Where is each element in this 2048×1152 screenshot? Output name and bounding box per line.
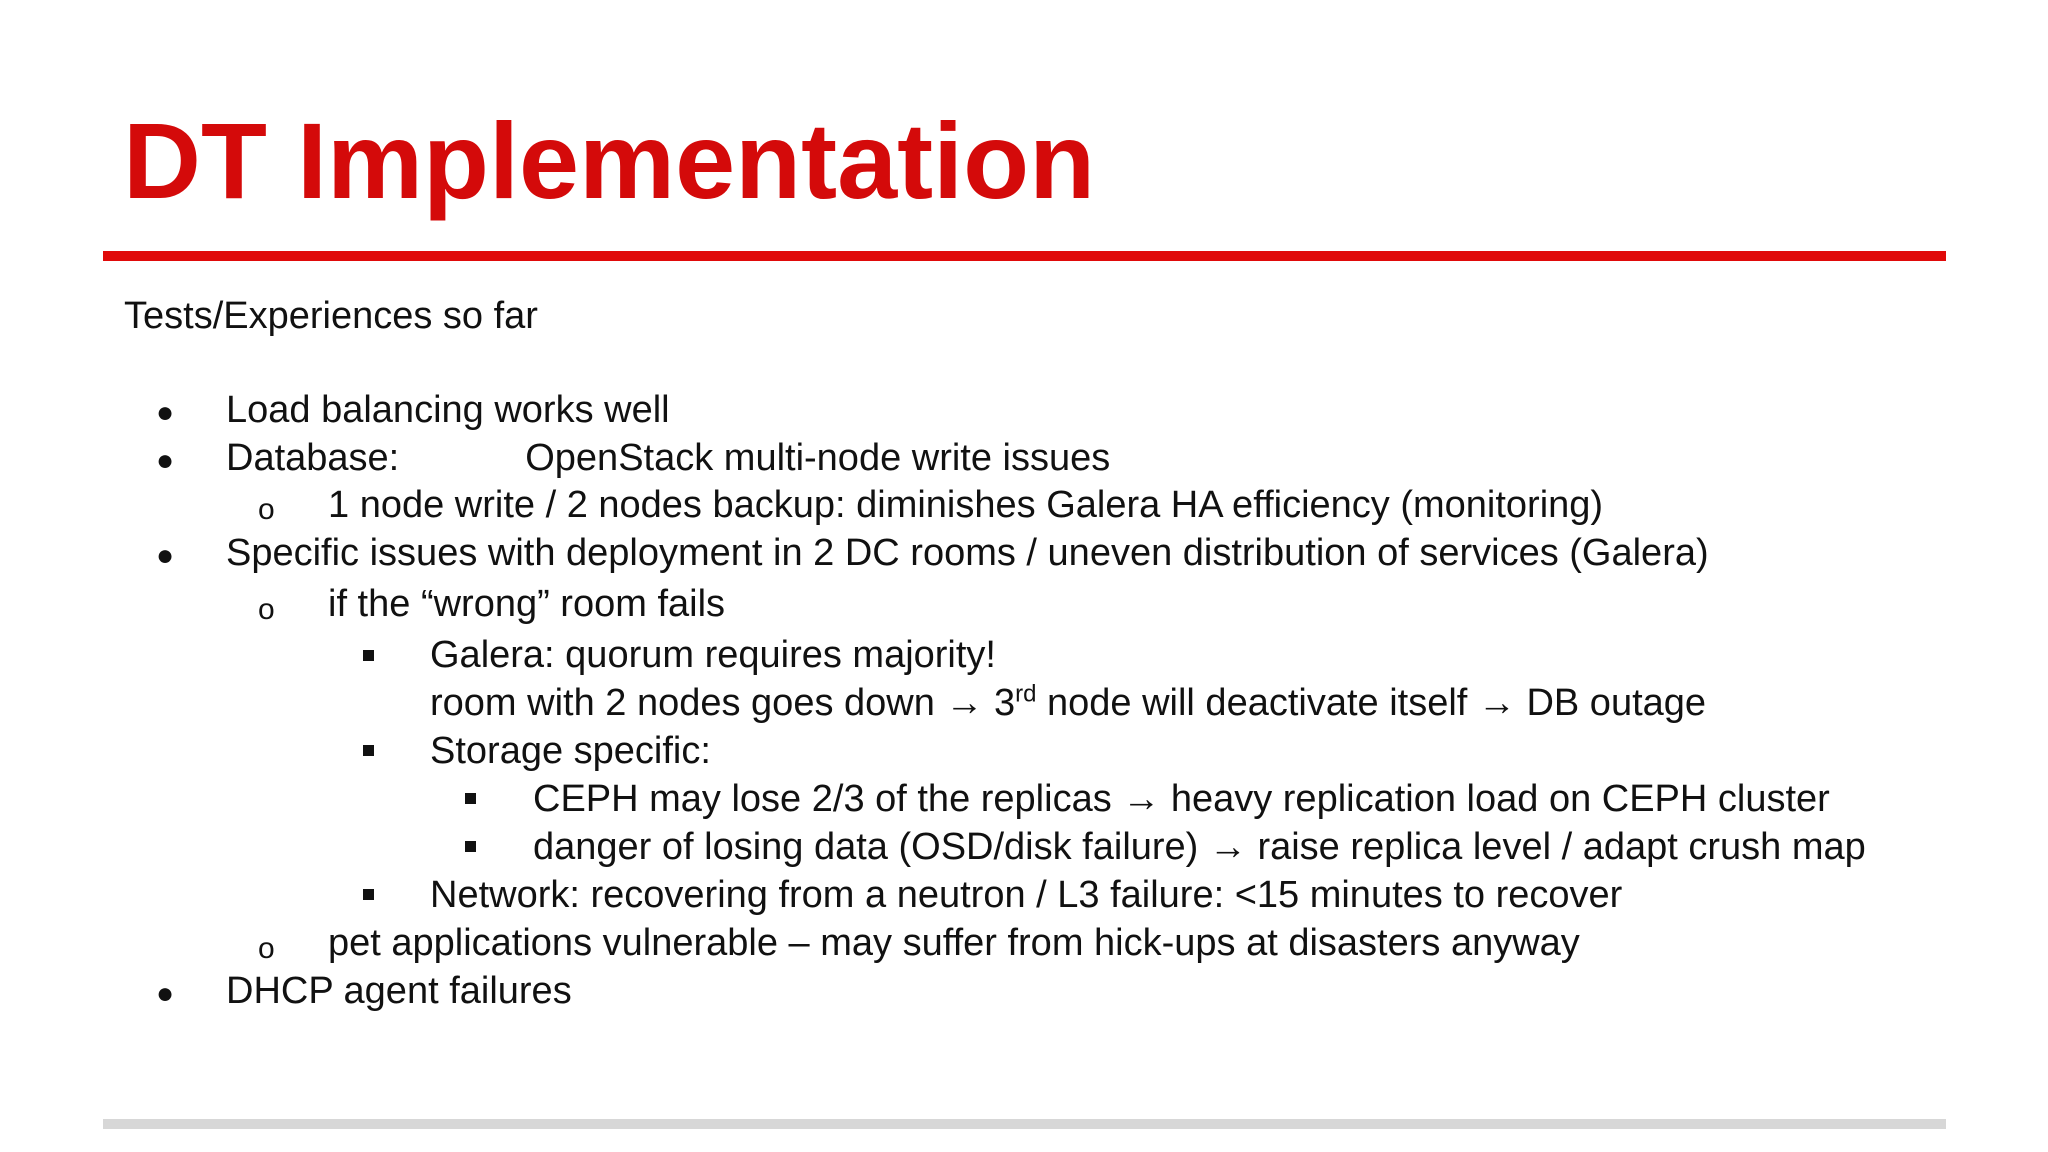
item-data-loss: danger of losing data (OSD/disk failure) → raise replica level / adapt crush map <box>533 826 1866 868</box>
sub-bullet-database-write: 1 node write / 2 nodes backup: diminishes Galera HA efficiency (monitoring) <box>328 484 1604 526</box>
item-network: Network: recovering from a neutron / L3 failure: <15 minutes to recover <box>430 874 1623 916</box>
square-bullet-marker <box>465 841 476 852</box>
item-galera-quorum: Galera: quorum requires majority! <box>430 634 996 676</box>
item-storage-specific: Storage specific: <box>430 730 711 772</box>
intro-text: Tests/Experiences so far <box>124 295 538 337</box>
bullet-marker: ● <box>156 396 175 429</box>
square-bullet-marker <box>363 650 374 661</box>
square-bullet-marker <box>363 745 374 756</box>
bullet-marker: ● <box>156 444 175 477</box>
room-down-text-start: room with 2 nodes goes down → 3 <box>430 682 1016 724</box>
sub-bullet-pet-apps: pet applications vulnerable – may suffer from hick-ups at disasters anyway <box>328 922 1580 964</box>
database-value: OpenStack multi-node write issues <box>525 437 1111 479</box>
bullet-load-balancing: Load balancing works well <box>226 389 670 431</box>
sub-bullet-wrong-room: if the “wrong” room fails <box>328 583 726 625</box>
bullet-marker: ● <box>156 539 175 572</box>
square-bullet-marker <box>363 889 374 900</box>
ordinal-suffix: rd <box>1015 680 1037 708</box>
sub-bullet-marker: o <box>258 593 275 626</box>
square-bullet-marker <box>465 793 476 804</box>
item-room-down <box>430 679 1706 727</box>
bullet-dhcp: DHCP agent failures <box>226 970 572 1012</box>
title-divider <box>103 251 1946 261</box>
database-label: Database: <box>226 437 400 479</box>
bullet-marker: ● <box>156 977 175 1010</box>
bullet-database <box>226 434 1110 482</box>
room-down-text-end: node will deactivate itself → DB outage <box>1036 682 1707 724</box>
sub-bullet-marker: o <box>258 493 275 526</box>
slide-title: DT Implementation <box>123 100 1096 221</box>
bullet-specific-issues: Specific issues with deployment in 2 DC rooms / uneven distribution of services (Galera) <box>226 532 1709 574</box>
bottom-divider <box>103 1119 1946 1129</box>
sub-bullet-marker: o <box>258 932 275 965</box>
item-ceph-replicas: CEPH may lose 2/3 of the replicas → heavy replication load on CEPH cluster <box>533 778 1830 820</box>
